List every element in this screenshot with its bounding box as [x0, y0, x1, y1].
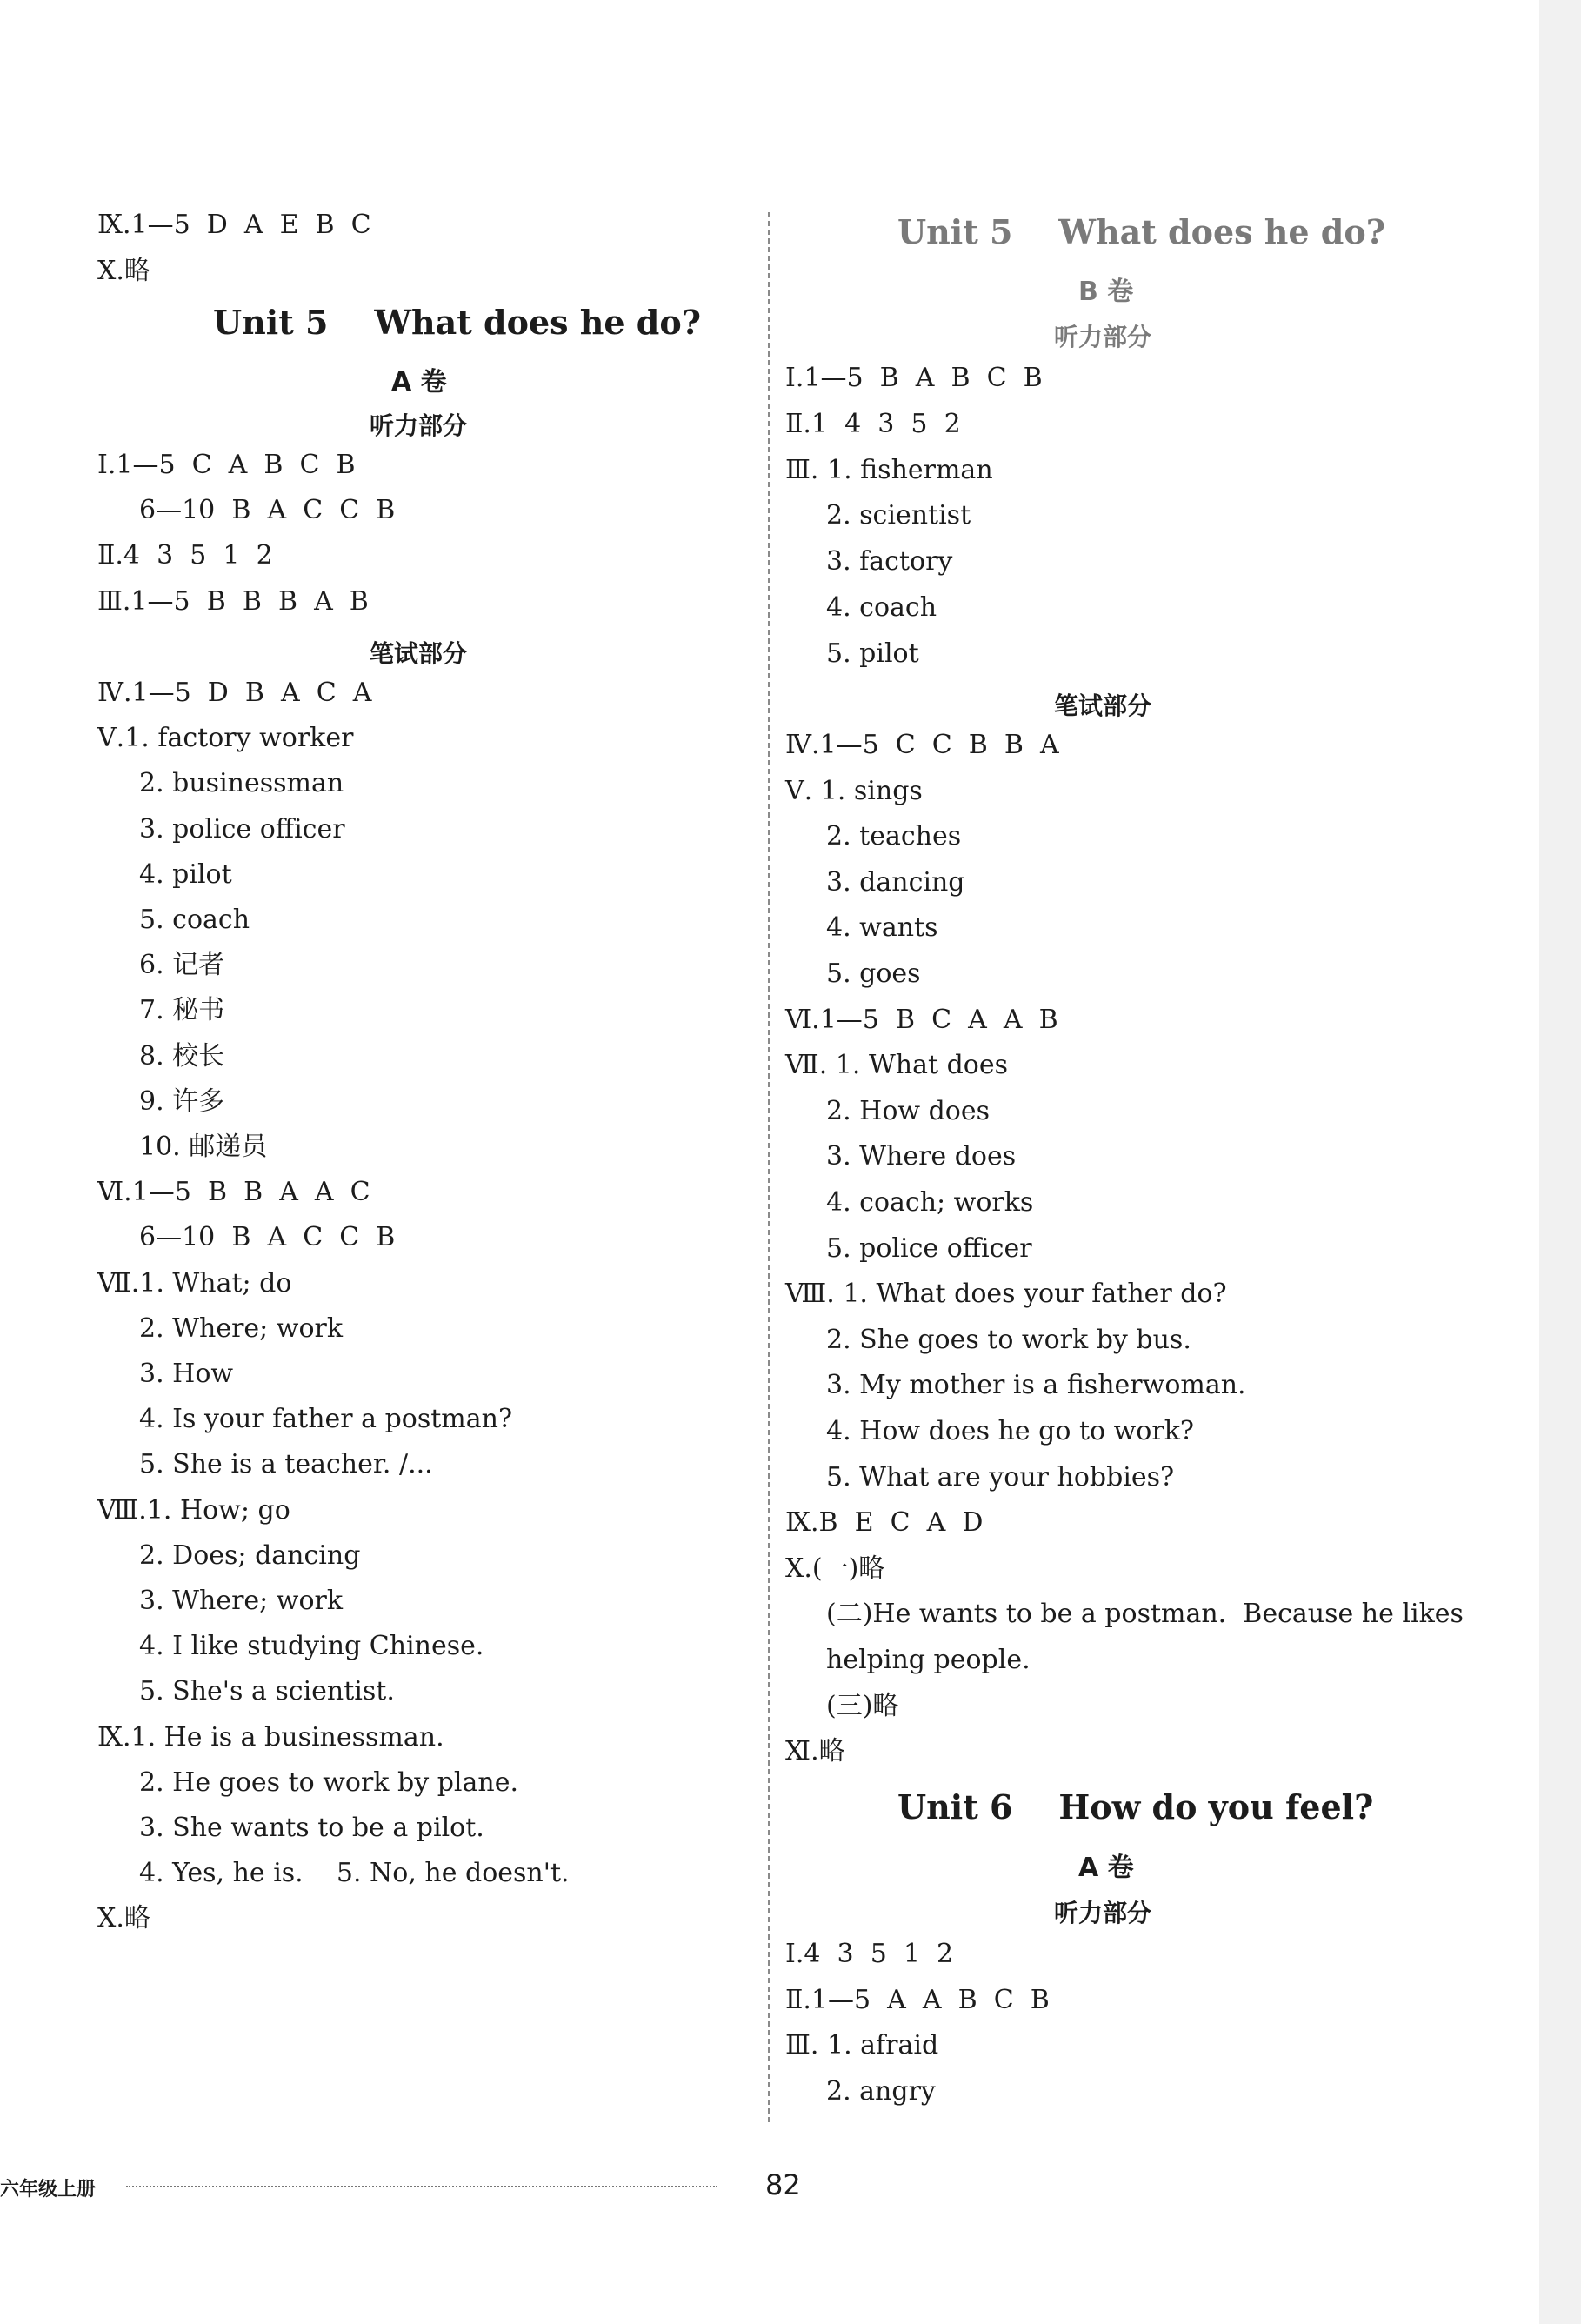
unit6-listening-heading: 听力部分	[1054, 1899, 1152, 1927]
answer-line: Ⅷ.1. How; go	[97, 1494, 290, 1526]
answer-line: Ⅵ.1—5 B B A A C	[97, 1177, 370, 1208]
answer-line: 4. Yes, he is. 5. No, he doesn't.	[139, 1858, 570, 1889]
answer-line: 4. coach	[826, 592, 937, 623]
answer-line: Ⅳ.1—5 C C B B A	[785, 730, 1059, 760]
answer-line: 4. wants	[826, 912, 938, 944]
answer-line: 4. Is your father a postman?	[139, 1404, 513, 1435]
answer-line: (三)略	[826, 1690, 899, 1721]
answer-line: Ⅲ. 1. afraid	[785, 2030, 939, 2060]
answer-line: Ⅴ.1. factory worker	[97, 723, 354, 754]
answer-line: 5. She's a scientist.	[139, 1676, 395, 1707]
answer-line: Ⅱ.1—5 A A B C B	[785, 1984, 1050, 2015]
answer-line: Ⅺ.略	[785, 1736, 845, 1767]
unit6-title: Unit 6 How do you feel?	[897, 1787, 1374, 1826]
answer-line: 3. How	[139, 1359, 234, 1389]
answer-line: 2. angry	[826, 2075, 936, 2107]
listening-heading-right: 听力部分	[1054, 323, 1152, 351]
answer-line: 3. dancing	[826, 866, 965, 898]
footer-rule	[126, 2186, 717, 2187]
answer-line: 2. He goes to work by plane.	[139, 1766, 518, 1798]
answer-line: 5. pilot	[826, 638, 919, 669]
answer-line: helping people.	[826, 1645, 1031, 1675]
answer-line: 8. 校长	[139, 1040, 225, 1072]
listening-heading-left: 听力部分	[370, 411, 468, 440]
answer-line: 3. Where does	[826, 1141, 1017, 1172]
answer-line: 6—10 B A C C B	[139, 1222, 396, 1253]
answer-line: 4. pilot	[139, 858, 232, 890]
answer-line: Ⅷ. 1. What does your father do?	[785, 1279, 1227, 1310]
answer-line: 4. coach; works	[826, 1187, 1034, 1218]
answer-line: 2. She goes to work by bus.	[826, 1324, 1191, 1355]
answer-line: (二)He wants to be a postman. Because he likes	[826, 1599, 1464, 1630]
answer-line: 5. coach	[139, 905, 250, 935]
answer-line: 5. What are your hobbies?	[826, 1461, 1175, 1493]
answer-line: Ⅲ. 1. fisherman	[785, 454, 993, 485]
answer-line: 3. My mother is a fisherwoman.	[826, 1370, 1246, 1401]
written-heading-left: 笔试部分	[370, 639, 468, 668]
answer-line: 4. How does he go to work?	[826, 1416, 1194, 1446]
answer-line: 5. goes	[826, 958, 921, 989]
answer-line: 5. police officer	[826, 1232, 1032, 1264]
answer-line: 3. police officer	[139, 813, 345, 845]
answer-line: Ⅹ.略	[97, 1903, 150, 1934]
answer-line: Ⅱ.1 4 3 5 2	[785, 408, 961, 439]
paper-title-right: B 卷	[1078, 277, 1134, 307]
answer-line: Ⅰ.1—5 B A B C B	[785, 363, 1043, 393]
book-label: 六年级上册	[0, 2179, 97, 2200]
answer-line: Ⅰ.1—5 C A B C B	[97, 450, 356, 480]
answer-line: Ⅶ. 1. What does	[785, 1050, 1008, 1081]
answer-line: 2. Does; dancing	[139, 1539, 361, 1571]
paper-title-left: A 卷	[391, 367, 447, 397]
answer-line: 6—10 B A C C B	[139, 495, 396, 526]
unit-title-right: Unit 5 What does he do?	[897, 212, 1385, 251]
answer-line: 2. businessman	[139, 768, 344, 799]
answer-line: Ⅶ.1. What; do	[97, 1267, 292, 1299]
answer-line: Ⅴ. 1. sings	[785, 775, 923, 806]
answer-line: Ⅸ.B E C A D	[785, 1507, 984, 1539]
page-gutter	[1539, 0, 1581, 2324]
written-heading-right: 笔试部分	[1054, 691, 1152, 720]
answer-line: Ⅱ.4 3 5 1 2	[97, 540, 273, 571]
answer-line: 2. How does	[826, 1095, 991, 1126]
answer-line: 9. 许多	[139, 1085, 225, 1117]
answer-line: 2. teaches	[826, 821, 962, 852]
answer-line: 2. Where; work	[139, 1312, 344, 1344]
answer-line: 3. Where; work	[139, 1586, 344, 1616]
answer-line: Ⅹ.(一)略	[785, 1553, 885, 1584]
answer-line: 7. 秘书	[139, 995, 225, 1026]
answer-line: Ⅸ.1. He is a businessman.	[97, 1721, 444, 1753]
answer-line: 2. scientist	[826, 500, 971, 531]
answer-line: 3. factory	[826, 546, 953, 578]
unit-title-left: Unit 5 What does he do?	[213, 303, 701, 342]
column-divider	[768, 212, 770, 2122]
answer-line: Ⅳ.1—5 D B A C A	[97, 678, 372, 708]
answer-line: 10. 邮递员	[139, 1132, 268, 1162]
answer-line-left-ix: Ⅸ.1—5 D A E B C	[97, 210, 371, 240]
answer-line: 3. She wants to be a pilot.	[139, 1813, 484, 1843]
answer-line: Ⅰ.4 3 5 1 2	[785, 1939, 954, 1969]
answer-line: 6. 记者	[139, 950, 225, 981]
unit6-paper-title: A 卷	[1078, 1853, 1134, 1883]
page-number: 82	[765, 2168, 801, 2201]
answer-line: Ⅲ.1—5 B B B A B	[97, 585, 369, 617]
answer-line: 4. I like studying Chinese.	[139, 1631, 484, 1662]
answer-line-left-x: Ⅹ.略	[97, 256, 150, 286]
answer-line: Ⅵ.1—5 B C A A B	[785, 1004, 1058, 1035]
answer-line: 5. She is a teacher. /...	[139, 1449, 433, 1480]
